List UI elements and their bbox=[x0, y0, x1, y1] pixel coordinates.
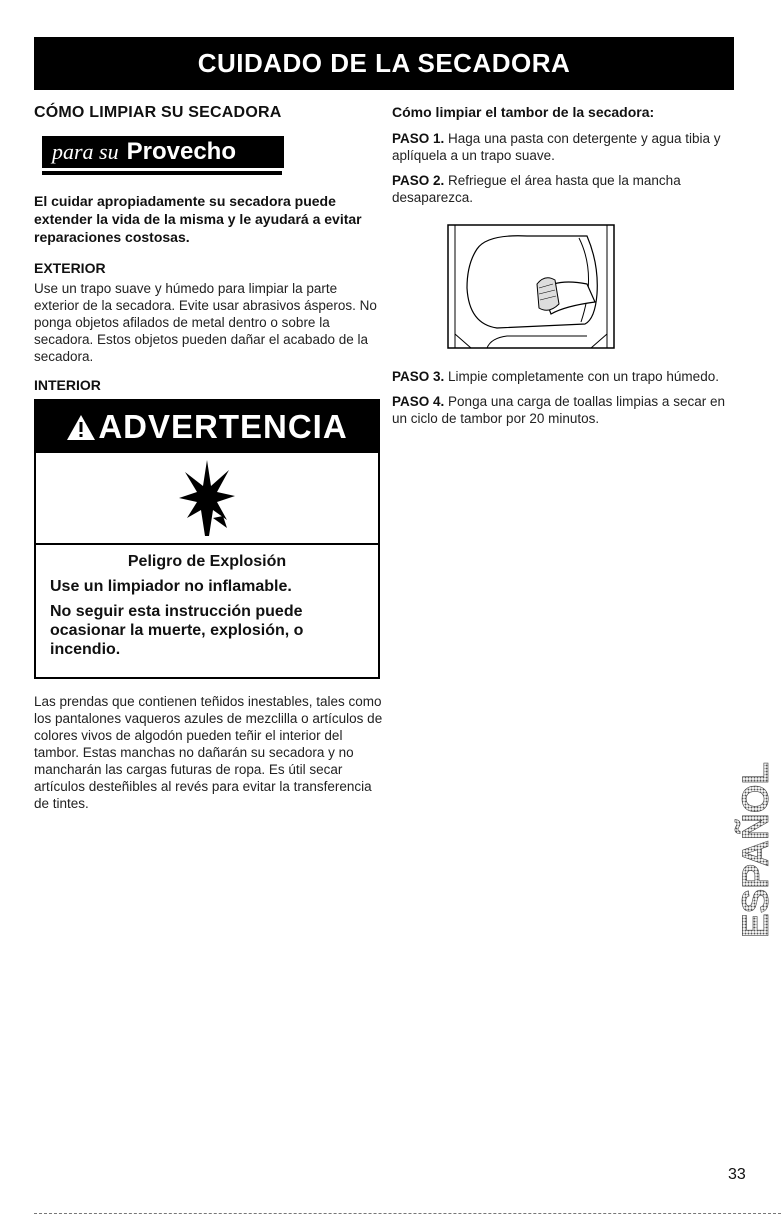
step-2-label: PASO 2. bbox=[392, 173, 445, 188]
exterior-text: Use un trapo suave y húmedo para limpiar la parte exterior de la secadora. Evite usar abrasivos ásperos. No ponga objetos afilados de metal dentro o sobre la secadora. Estos objetos pueden dañar el acabado de la secadora. bbox=[34, 281, 377, 364]
explosion-icon bbox=[177, 458, 237, 538]
step-1-text: Haga una pasta con detergente y agua tibia y aplíquela a un trapo suave. bbox=[392, 131, 721, 163]
section-title: CÓMO LIMPIAR SU SECADORA bbox=[34, 104, 282, 121]
badge-underline bbox=[42, 171, 282, 175]
page-header-title: CUIDADO DE LA SECADORA bbox=[197, 48, 571, 78]
warning-box bbox=[34, 399, 380, 679]
step-3-text: Limpie completamente con un trapo húmedo. bbox=[448, 369, 719, 384]
intro-text: El cuidar apropiadamente su secadora puede extender la vida de la misma y le ayudará a evitar reparaciones costosas. bbox=[34, 193, 362, 245]
bottom-dashed-rule bbox=[34, 1213, 781, 1214]
step-3 bbox=[392, 368, 742, 385]
drum-cleaning-illustration bbox=[447, 224, 615, 349]
explosion-icon-area bbox=[36, 453, 378, 545]
step-3-label: PASO 3. bbox=[392, 369, 445, 384]
badge-italic: para su bbox=[52, 139, 119, 164]
page-header bbox=[34, 37, 734, 90]
step-4-text: Ponga una carga de toallas limpias a secar en un ciclo de tambor por 20 minutos. bbox=[392, 394, 725, 426]
warning-title: Peligro de Explosión bbox=[127, 553, 287, 570]
warning-header bbox=[36, 401, 378, 453]
step-1 bbox=[392, 130, 742, 164]
right-column bbox=[392, 104, 742, 435]
language-side-label-text: ESPAÑOL bbox=[735, 761, 776, 938]
step-2 bbox=[392, 172, 742, 206]
interior-heading: INTERIOR bbox=[34, 377, 101, 393]
step-2-text: Refriegue el área hasta que la mancha desaparezca. bbox=[392, 173, 681, 205]
left-column bbox=[34, 104, 384, 824]
warning-triangle-icon bbox=[66, 413, 96, 441]
step-1-label: PASO 1. bbox=[392, 131, 445, 146]
step-4 bbox=[392, 393, 742, 427]
language-side-label bbox=[735, 718, 776, 938]
badge-bold: Provecho bbox=[126, 138, 236, 165]
interior-text: Las prendas que contienen teñidos inestables, tales como los pantalones vaqueros azules de mezclilla o artículos de colores vivos de algodón pueden teñir el interior del tambor. Estas manchas no dañarán su secadora y no mancharán las cargas futuras de ropa. Es útil secar artículos desteñibles al revés para evitar la transferencia de tintes. bbox=[34, 694, 383, 811]
page-number: 33 bbox=[728, 1166, 746, 1183]
step-4-label: PASO 4. bbox=[392, 394, 445, 409]
warning-line-1: Use un limpiador no inflamable. bbox=[50, 578, 292, 595]
drum-cleaning-title: Cómo limpiar el tambor de la secadora: bbox=[392, 104, 655, 120]
exterior-heading: EXTERIOR bbox=[34, 260, 106, 276]
para-su-provecho-badge bbox=[42, 136, 294, 178]
warning-line-2: No seguir esta instrucción puede ocasionar la muerte, explosión, o incendio. bbox=[50, 603, 304, 658]
warning-header-text: ADVERTENCIA bbox=[98, 408, 348, 445]
